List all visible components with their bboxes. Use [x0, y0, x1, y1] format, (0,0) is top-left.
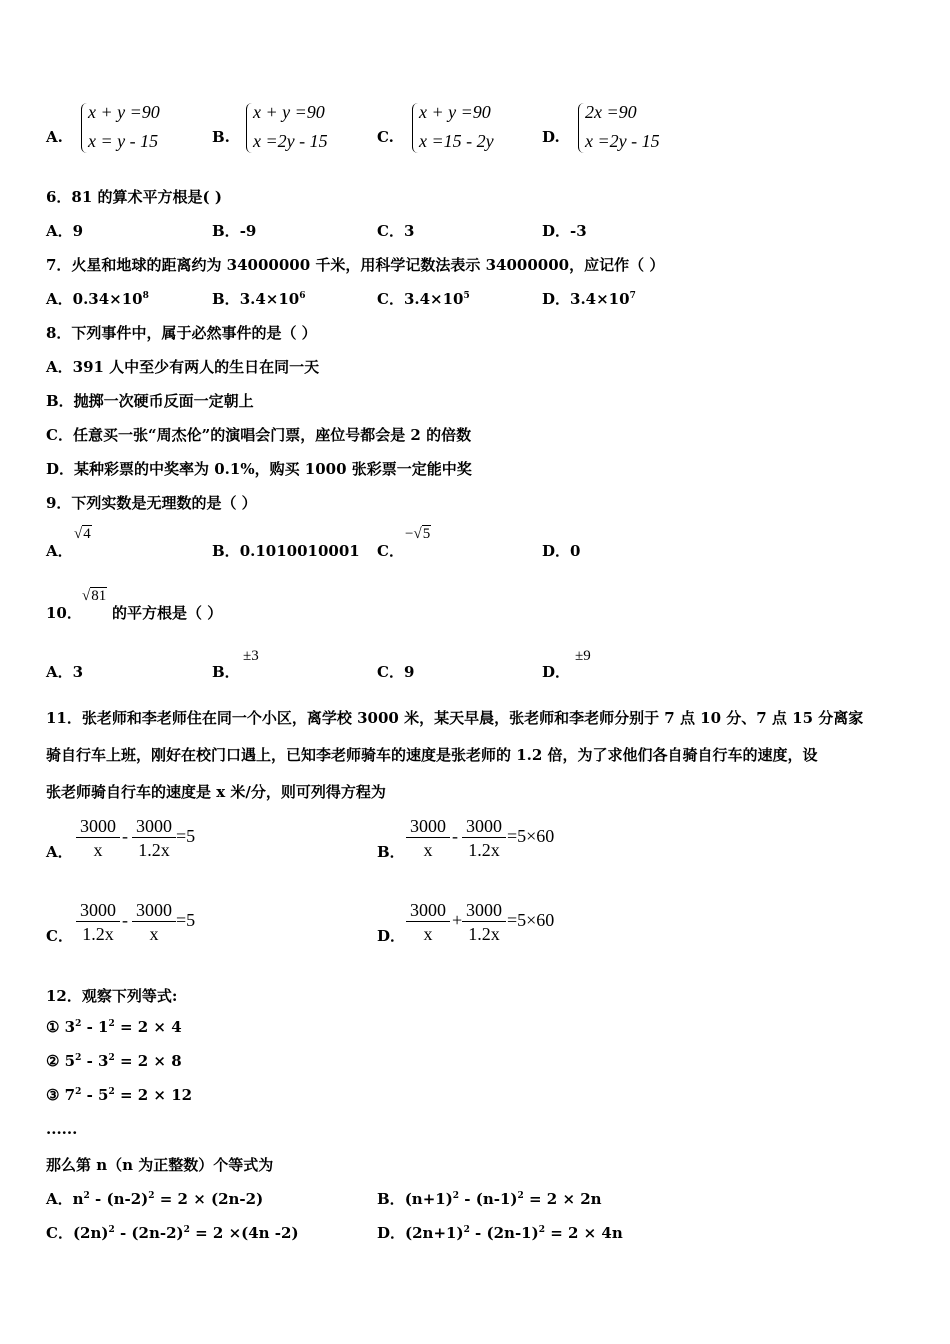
fraction: $\frac{3000}{1.2x}$ [462, 899, 506, 946]
operator: - [122, 910, 128, 930]
q8-option-d: D．某种彩票的中奖率为 0.1%，购买 1000 张彩票一定能中奖 [46, 460, 472, 478]
q9-option-a-label: A． [46, 542, 73, 560]
q9-option-a-radical: √4 [74, 526, 91, 542]
equation-row: x + y =90 [419, 102, 491, 122]
q10-option-b-value: ±3 [243, 648, 259, 664]
q8-option-c: C．任意买一张“周杰伦”的演唱会门票，座位号都会是 2 的倍数 [46, 426, 472, 444]
q6-option-a: A．9 [46, 222, 84, 240]
q10-radical: √81 [82, 588, 107, 604]
q9-option-d: D．0 [542, 542, 581, 560]
q10-option-c: C．9 [377, 663, 415, 681]
q8-option-b: B．抛掷一次硬币反面一定朝上 [46, 392, 254, 410]
equation-row: x + y =90 [253, 102, 325, 122]
q9-option-c-radical: −√5 [405, 526, 431, 542]
equation-row: x =15 - 2y [419, 131, 494, 151]
operator: - [452, 826, 458, 846]
option-label: B. [212, 128, 230, 146]
q6-option-d: D．-3 [542, 222, 587, 240]
q12-stem: 12．观察下列等式: [46, 987, 178, 1005]
equation-rhs: =5 [176, 826, 196, 846]
q9-stem: 9．下列实数是无理数的是（ ） [46, 494, 257, 512]
option-label: C. [377, 128, 394, 146]
brace [578, 103, 585, 153]
q12-eq2: ② $5^2 - 3^2 = 2 \times 8$ [46, 1052, 182, 1070]
fraction: $\frac{3000}{1.2x}$ [462, 815, 506, 862]
q6-stem: 6．81 的算术平方根是( ) [46, 188, 222, 206]
equation-rhs: =5 [176, 910, 196, 930]
fraction: $\frac{3000}{1.2x}$ [132, 815, 176, 862]
q8-option-a: A．391 人中至少有两人的生日在同一天 [46, 358, 320, 376]
q9-option-b: B．0.1010010001 [212, 542, 360, 560]
q10-option-d-label: D． [542, 663, 571, 681]
option-label: A． [46, 843, 73, 861]
equation-row: x + y =90 [88, 102, 160, 122]
q7-stem: 7．火星和地球的距离约为 34000000 千米，用科学记数法表示 34000000，应记作（ ） [46, 256, 665, 274]
q6-option-c: C．3 [377, 222, 415, 240]
q12-eq1: ① $3^2 - 1^2 = 2 \times 4$ [46, 1018, 182, 1036]
q9-option-c-label: C． [377, 542, 404, 560]
q10-number: 10． [46, 604, 82, 622]
q7-option-b: B．$3.4\times 10^6$ [212, 290, 306, 308]
option-label: A. [46, 128, 63, 146]
q7-option-c: C．$3.4\times 10^5$ [377, 290, 470, 308]
q11-stem-line2: 骑自行车上班，刚好在校门口遇上，已知李老师骑车的速度是张老师的 1.2 倍，为了求他们各自骑自行车的速度，设 [46, 746, 818, 764]
equation-rhs: =5×60 [507, 826, 555, 846]
option-label: B． [377, 843, 405, 861]
q10-stem: 的平方根是（ ） [112, 604, 223, 622]
operator: - [122, 826, 128, 846]
option-label: C． [46, 927, 73, 945]
q12-option-b: B．$(n+1)^2 - (n-1)^2 = 2 \times 2n$ [377, 1190, 602, 1208]
q12-question: 那么第 n（n 为正整数）个等式为 [46, 1156, 274, 1174]
brace [412, 103, 419, 153]
q7-option-a: A．$0.34\times 10^8$ [46, 290, 149, 308]
operator: + [452, 910, 463, 930]
q7-option-d: D．$3.4\times 10^7$ [542, 290, 636, 308]
option-label: D. [542, 128, 560, 146]
brace [81, 103, 88, 153]
fraction: $\frac{3000}{x}$ [132, 899, 176, 946]
q10-option-b-label: B． [212, 663, 240, 681]
equation-row: 2x =90 [585, 102, 637, 122]
q6-option-b: B．-9 [212, 222, 257, 240]
equation-row: x =2y - 15 [585, 131, 660, 151]
q10-option-d-value: ±9 [575, 648, 591, 664]
q8-stem: 8．下列事件中，属于必然事件的是（ ） [46, 324, 317, 342]
fraction: $\frac{3000}{x}$ [406, 815, 450, 862]
q11-stem-line3: 张老师骑自行车的速度是 x 米/分，则可列得方程为 [46, 783, 386, 801]
q10-option-a: A．3 [46, 663, 84, 681]
q12-option-d: D．$(2n+1)^2 - (2n-1)^2 = 2 \times 4n$ [377, 1224, 623, 1242]
brace [246, 103, 253, 153]
option-label: D． [377, 927, 406, 945]
q12-option-a: A．$n^2 - (n-2)^2 = 2 \times (2n-2)$ [46, 1190, 264, 1208]
q12-eq3: ③ $7^2 - 5^2 = 2 \times 12$ [46, 1086, 193, 1104]
q11-stem-line1: 11．张老师和李老师住在同一个小区，离学校 3000 米，某天早晨，张老师和李老师分别于 7 点 10 分、7 点 15 分离家 [46, 709, 864, 727]
equation-row: x =2y - 15 [253, 131, 328, 151]
q12-option-c: C．$(2n)^2 - (2n-2)^2 = 2 \times(4n$ -2) [46, 1224, 299, 1242]
equation-row: x = y - 15 [88, 131, 159, 151]
equation-rhs: =5×60 [507, 910, 555, 930]
fraction: $\frac{3000}{1.2x}$ [76, 899, 120, 946]
q12-ellipsis: ...... [46, 1120, 78, 1138]
fraction: $\frac{3000}{x}$ [406, 899, 450, 946]
fraction: $\frac{3000}{x}$ [76, 815, 120, 862]
